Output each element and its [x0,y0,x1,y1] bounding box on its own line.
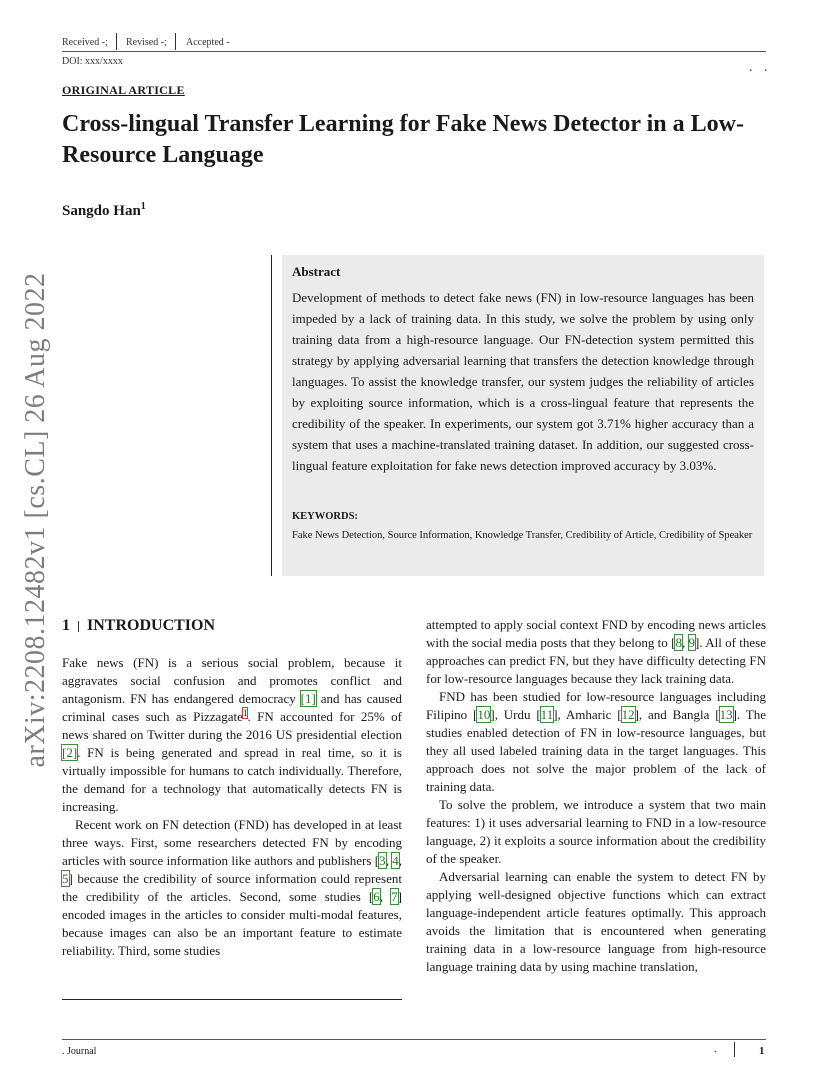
author-affiliation-mark: 1 [140,201,146,212]
paragraph [62,654,402,816]
header-dots: . . [749,60,772,75]
paragraph [62,816,402,960]
section-separator [78,621,79,632]
abstract-rule [271,255,272,576]
left-column [62,654,402,960]
header-separator [116,33,117,50]
journal-name: . Journal [62,1046,97,1057]
text-run: ] encoded images in the articles to consider multi-modal features, because images can also be an important feature to estimate reliability. Third, some studies [62,889,402,958]
keywords-heading: KEYWORDS: [292,511,358,522]
text-run: . FN accounted for 25% of news shared on Twitter during the 2016 US presidential election [62,709,402,742]
section-number: 1 [62,617,70,634]
citation-link[interactable]: 7 [391,889,398,904]
citation-link[interactable]: [2] [62,745,78,760]
right-column [426,616,766,976]
text-run: ], Amharic [ [553,707,622,722]
text-run: . FN is being generated and spread in real time, so it is virtually impossible for humans to catch individually. Therefore, the demand for a technology that automatically detects FN is increasing. [62,745,402,814]
text-run: ], and Bangla [ [634,707,720,722]
accepted-date: Accepted - [186,37,230,48]
footnote-rule [62,999,402,1000]
text-run: ]. The studies enabled detection of FN in low-resource languages, but they all used labeled training data in the target languages. This approach does not solve the major problem of the lack of training data. [426,707,766,794]
paragraph [426,616,766,688]
arxiv-stamp: arXiv:2208.12482v1 [cs.CL] 26 Aug 2022 [20,272,51,768]
keywords-text: Fake News Detection, Source Information, Knowledge Transfer, Credibility of Article, Credibility of Speaker [292,530,753,541]
header-rule [62,51,766,52]
citation-link[interactable]: 13 [719,707,733,722]
citation-link[interactable]: 5 [62,871,69,886]
text-run: , [398,853,402,868]
text-run: , [681,635,689,650]
citation-link[interactable]: 4 [392,853,399,868]
text-run: attempted to apply social context FND by encoding news articles with the social media posts that they belong to [ [426,617,766,650]
citation-link[interactable]: 11 [540,707,554,722]
text-run: ], Urdu [ [490,707,541,722]
abstract-heading: Abstract [292,264,341,279]
footer-separator [734,1042,735,1057]
citation-link[interactable]: 12 [621,707,635,722]
text-run: and has caused criminal cases such as Pizzagate [62,691,403,724]
paragraph: To solve the problem, we introduce a system that two main features: 1) it uses adversarial learning to FND in a low-resource language, 2) it exploits a source information about the credibility of the speaker. [426,797,766,866]
paper-title: Cross-lingual Transfer Learning for Fake News Detector in a Low-Resource Language [62,111,744,168]
received-date: Received -; [62,37,108,48]
paragraph: Adversarial learning can enable the system to detect FN by applying well-designed objective functions which can extract language-independent article features optimally. This approach avoids the limitation that is encountered when generating training data in a low-resource language from high-resource language training data by using machine translation, [426,869,766,974]
citation-link[interactable]: 3 [379,853,386,868]
text-run: Recent work on FN detection (FND) has developed in at least three ways. First, some researchers detected FN by encoding articles with source information like authors and publishers [ [62,817,402,868]
citation-link[interactable]: [1] [300,691,316,706]
section-heading [62,617,215,635]
author-name: Sangdo Han [62,203,141,219]
footer-dot: . [714,1044,717,1055]
text-run: , [379,889,392,904]
revised-date: Revised -; [126,37,167,48]
paragraph [426,688,766,796]
citation-link[interactable]: 8 [675,635,682,650]
citation-link[interactable]: 6 [373,889,380,904]
text-run: ]. All of these approaches can predict FN, but they have difficulty detecting FN for low-resource languages because they lack training data. [426,635,767,686]
footer-rule [62,1039,766,1040]
text-run: Fake news (FN) is a serious social problem, because it aggravates social confusion and promotes conflict and antagonism. FN has endangered democracy [62,655,402,706]
header-separator [175,33,176,50]
abstract-text: Development of methods to detect fake news (FN) in low-resource languages has been impeded by a lack of training data. In this study, we solve the problem by using only training data from a high-resource language. Our FN-detection system permitted this strategy by applying adversarial learning that transfers the detection knowledge through languages. To assist the knowledge transfer, our system judges the reliability of articles by exploiting source information, which is a cross-lingual feature that represents the credibility of the speaker. In experiments, our system got 3.71% higher accuracy than a system that uses a machine-translated training dataset. In addition, our suggested cross-lingual feature exploitation for fake news detection improved accuracy by 3.03%. [292,290,754,473]
text-run: , [385,853,393,868]
page-number: 1 [759,1045,765,1057]
doi[interactable]: DOI: xxx/xxxx [62,56,123,67]
abstract-box [282,255,764,576]
citation-link[interactable]: 10 [477,707,491,722]
article-type: ORIGINAL ARTICLE [62,83,185,97]
footnote-link[interactable]: 1 [242,707,248,718]
section-title: INTRODUCTION [87,617,216,634]
citation-link[interactable]: 9 [688,635,696,650]
author [62,201,146,220]
text-run: FND has been studied for low-resource languages including Filipino [ [426,689,766,722]
text-run: ] because the credibility of source information could represent the credibility of the articles. Second, some studies [ [62,871,402,904]
